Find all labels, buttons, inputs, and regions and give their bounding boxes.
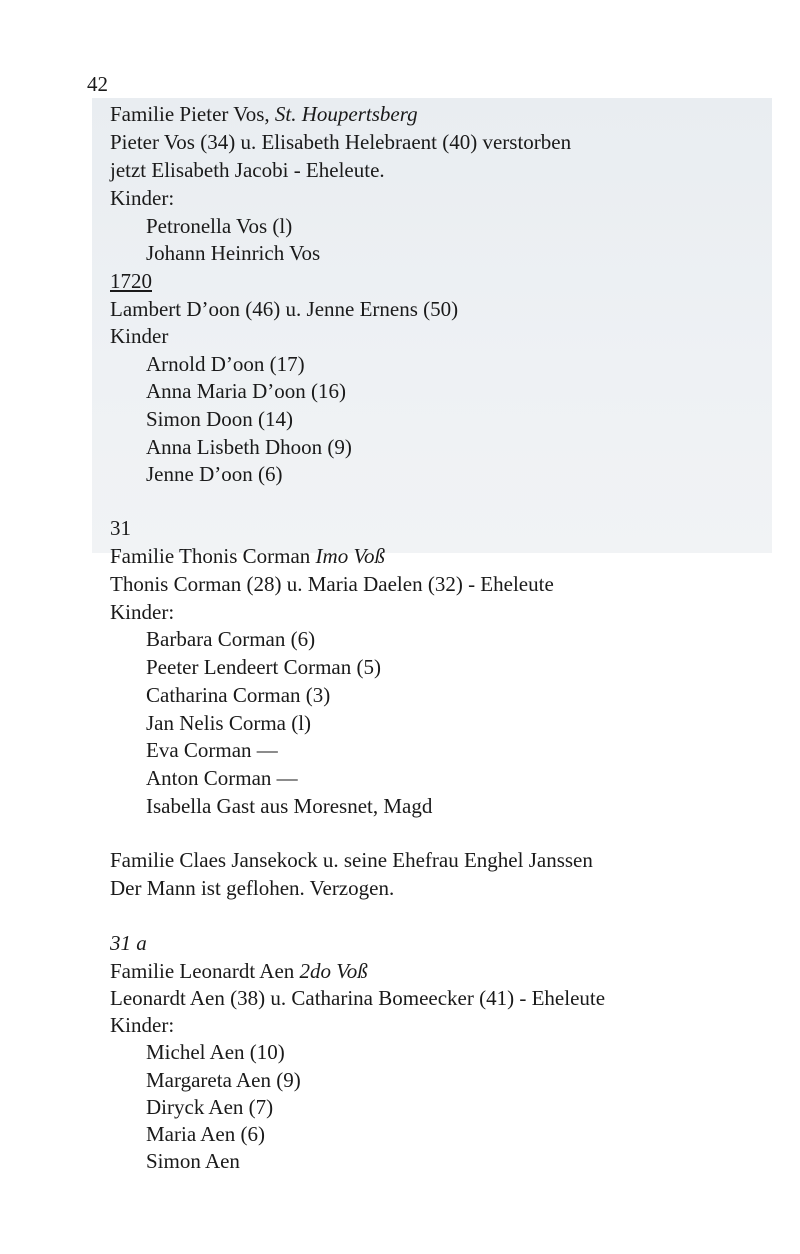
family-line: Thonis Corman (28) u. Maria Daelen (32) - Eheleute — [110, 572, 554, 596]
family-heading: Familie Leonardt Aen 2do Voß — [110, 959, 368, 983]
child-entry: Catharina Corman (3) — [146, 683, 331, 707]
entry-number: 31 — [110, 516, 131, 540]
kinder-label: Kinder: — [110, 1013, 175, 1037]
kinder-label: Kinder: — [110, 600, 175, 624]
child-entry: Arnold D’oon (17) — [146, 352, 305, 376]
child-entry: Jenne D’oon (6) — [146, 462, 283, 486]
kinder-label: Kinder: — [110, 186, 175, 210]
family-line: Leonardt Aen (38) u. Catharina Bomeecker (41) - Eheleute — [110, 986, 606, 1010]
child-entry: Diryck Aen (7) — [146, 1095, 274, 1119]
entry-number: 31 a — [110, 931, 147, 955]
child-entry: Peeter Lendeert Corman (5) — [146, 655, 381, 679]
child-entry: Michel Aen (10) — [146, 1040, 285, 1064]
family-heading: Familie Thonis Corman Imo Voß — [110, 544, 385, 568]
child-entry: Anna Maria D’oon (16) — [146, 379, 347, 403]
child-entry: Simon Aen — [146, 1149, 240, 1173]
family-line: Pieter Vos (34) u. Elisabeth Helebraent (40) verstorben — [110, 130, 572, 154]
child-entry: Isabella Gast aus Moresnet, Magd — [146, 794, 433, 818]
child-entry: Johann Heinrich Vos — [146, 241, 321, 265]
child-entry: Anna Lisbeth Dhoon (9) — [146, 435, 352, 459]
child-entry: Simon Doon (14) — [146, 407, 293, 431]
family-line: Der Mann ist geflohen. Verzogen. — [110, 876, 395, 900]
family-heading: Familie Pieter Vos, St. Houpertsberg — [110, 102, 418, 126]
child-entry: Maria Aen (6) — [146, 1122, 265, 1146]
family-line: Familie Claes Jansekock u. seine Ehefrau Enghel Janssen — [110, 848, 593, 872]
child-entry: Jan Nelis Corma (l) — [146, 711, 312, 735]
page-number: 42 — [87, 72, 108, 96]
child-entry: Anton Corman — — [146, 766, 298, 790]
year-heading: 1720 — [110, 269, 152, 293]
family-line: jetzt Elisabeth Jacobi - Eheleute. — [110, 158, 385, 182]
family-line: Lambert D’oon (46) u. Jenne Ernens (50) — [110, 297, 459, 321]
child-entry: Petronella Vos (l) — [146, 214, 293, 238]
child-entry: Margareta Aen (9) — [146, 1068, 301, 1092]
child-entry: Eva Corman — — [146, 738, 278, 762]
kinder-label: Kinder — [110, 324, 169, 348]
child-entry: Barbara Corman (6) — [146, 627, 316, 651]
